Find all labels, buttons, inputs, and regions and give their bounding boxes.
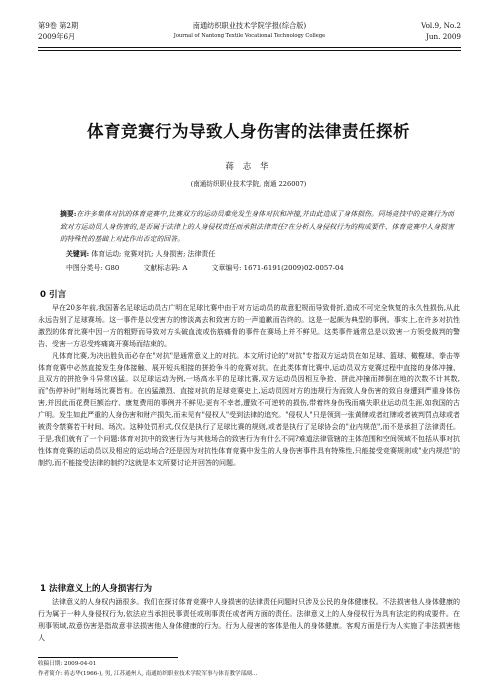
paragraph: 早在20多年前,我国著名足球运动员古广明在足球比赛中由于对方运动员的故意犯规而导致骨折,造成不可完全恢复的永久性损伤,从此永远告别了足球赛场。这一事件是以受害方的惨淡离去和致害方的一声道歉而告终的。这是一起颇为典型的事例。事实上,在许多对抗性激烈的体育比赛中因一方的粗野而导致对方头破血流或伤筋痛骨的事件在赛场上并不鲜见。这类事件通常总是以致害一方领受裁判的警告、受害一方忍受疼痛离开赛场而结束的。 [38,304,460,348]
section-heading: 0 引言 [40,290,67,300]
footnote [38,660,460,679]
classification-line [66,262,456,274]
header-rule-thick [38,47,461,48]
issue-info: 第9卷 第2期 2009年6月 [38,21,79,41]
received-date: 收稿日期: 2009-04-01 [38,661,97,667]
author-bio: 作者简介: 蒋志华(1966-), 男, 江苏通州人, 南通纺织职业技术学院军事与体育教学部副… [38,670,258,677]
abstract-label: 摘要: [60,210,77,218]
article-title: 体育竞赛行为导致人身伤害的法律责任探析 [87,122,410,141]
keyword: 法律责任 [187,250,216,258]
keyword: 体育运动 [91,250,119,258]
document-code: 文献标志码: A [143,264,188,272]
header-rule-thin [38,50,461,51]
article-number: 文章编号: 1671-6191(2009)02-0057-04 [211,264,344,272]
keywords: 关键词: 体育运动; 竞赛对抗; 人身损害; 法律责任 [66,250,216,258]
footnote-rule [38,657,178,658]
paragraph: 凡体育比赛,为决出胜负而必存在"对抗"是通常意义上的对抗。本文所讨论的"对抗"专指双方运动员在如足球、篮球、橄榄球、拳击等体育竞赛中必然直接发生身体接触、展开短兵相接的拼抢争斗的竞赛对抗。在此类体育比赛中,运动员双方竞赛过程中直接的身体冲撞、且双方的拼抢争斗异常凶猛。以足球运动为例,一场高水平的足球比赛,双方运动员因相互争抢、拼此冲撞而摔倒在地的次数不计其数,而"伤停补时"则每场比赛皆有。在凶猛激烈、直接对抗的足球竞赛史上,运动员因对方的违规行为而致人身伤害的致自身遭到严重身体伤害,并因此而花费巨额治疗、康复费用的事例并不鲜见;更有不幸者,遭致不可逆转的损伤,带着终身伤残而痛失职业运动员生涯,如我国的古广明。发生如此严重的人身伤害和财产损失,而未见有"侵权人"受到法律的追究。"侵权人"只是领到一张黄牌或者红牌或者被判罚点球或者被责令禁赛若干时间、场次。这种处罚形式,仅仅是执行了足球比赛的规则,或者是执行了足球协会的"业内规范",而不是承担了法律责任。于是,我们就有了一个问题:体育对抗中的致害行为与其他场合的致害行为有什么不同?难道法律管辖的主体范围和空间领域不包括从事对抗性体育竞赛的运动员以及相应的运动场合?还是因为对抗性体育竞赛中发生的人身伤害事件具有特殊性,只能接受竞赛规则或"业内规范"的制约,而不能接受法律的制约?这就是本文所要讨论并回答的问题。 [38,351,460,467]
clc-number: 中图分类号: G80 [66,264,120,272]
section-heading: 1 法律意义上的人身损害行为 [40,584,153,594]
keyword: 人身损害 [155,250,184,258]
author-name: 蒋 志 华 [225,162,272,172]
keyword: 竞赛对抗 [123,250,152,258]
section-body [38,597,460,645]
keywords-label: 关键词: [66,250,90,258]
abstract-text: 在许多集体对抗的体育竞赛中,比赛双方的运动员难免发生身体对抗和冲撞,并由此造成了身体损伤。同场竞技中的竞赛行为而致对方运动员人身伤害的,是否属于法律上的人身侵权责任而承担法律责任?在分析人身侵权行为的构成要件、体育竞赛中人身损害的特殊性的基础上对此作出否定的回答。 [60,210,454,243]
volume-info: Vol.9, No.2 Jun. 2009 [421,21,461,41]
abstract [60,208,454,246]
section-body [38,303,460,470]
journal-name: 南通纺织职业技术学院学报(综合版) Journal of Nantong Textile Vocational Technology College [173,21,326,39]
author-affiliation: (南通纺织职业技术学院, 南通 226007) [190,180,307,188]
paragraph: 法律意义的人身权内涵很多。我们在探讨体育竞赛中人身损害的法律责任问题时只涉及公民的身体健康权。不法损害他人身体健康的行为属于一种人身侵权行为,依法应当承担民事责任或刑事责任或者两方面的责任。法律意义上的人身侵权行为具有法定的构成要件。在刑事领域,故意伤害是指故意非法损害他人身体健康的行为。行为人侵害的客体是他人的身体健康。客观方面是行为人实施了非法损害他人 [38,598,460,642]
